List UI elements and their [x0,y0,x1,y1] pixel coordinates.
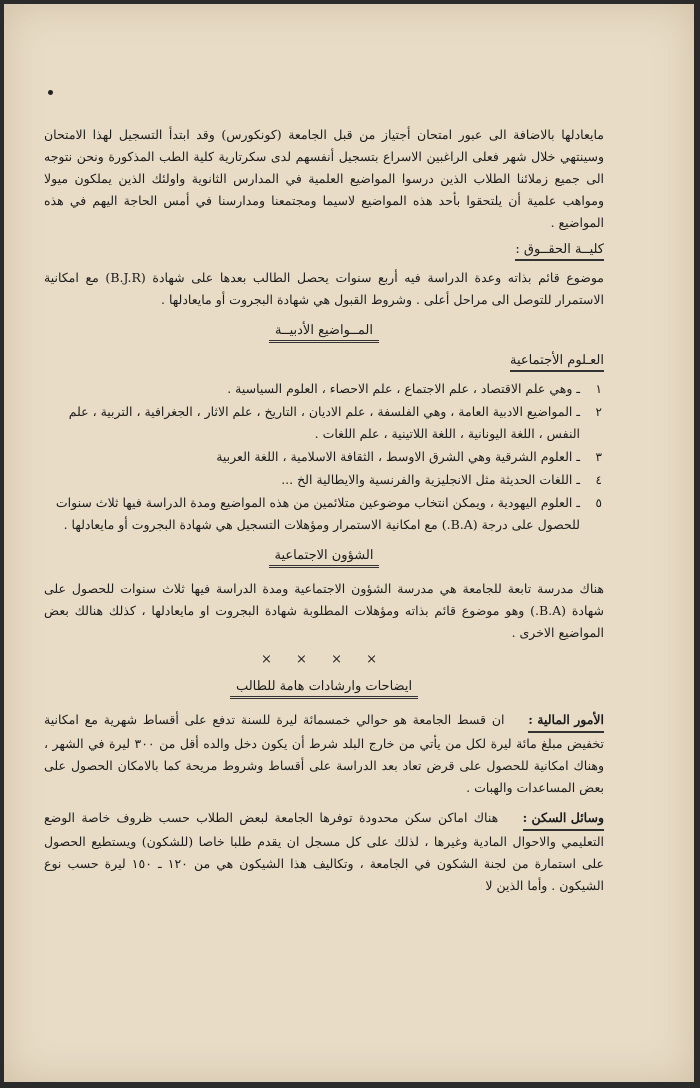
law-heading [44,242,604,261]
guidance-heading [44,679,604,699]
list-item-text: ـ العلوم الشرقية وهي الشرق الاوسط ، الثقافة الاسلامية ، اللغة العربية [216,449,580,464]
social-list [44,378,604,536]
law-title: كليــة الحقــوق : [515,242,604,261]
list-item [44,401,604,445]
literary-heading [44,323,604,343]
list-item [44,446,604,468]
document-body [44,124,604,905]
list-item [44,469,604,491]
housing-paragraph [44,807,604,897]
finance-title: الأمور المالية : [528,709,604,733]
social-title: العـلوم الأجتماعية [510,353,604,372]
list-item [44,378,604,400]
finance-text: ان قسط الجامعة هو حوالي خمسمائة ليرة للسنة تدفع على أقساط شهرية مع امكانية تخفيض مبلغ مائة ليرة لكل من يأتي من خارج البلد شرط أن يكون دخل والده أقل من ٣٠٠ ليرة في الشهر ، وهناك امكانية للحصول على قرض تعاد بعد الدراسة على أقساط وشروط مريحة كما بالامكان الحصول على بعض المساعدات والهبات . [44,712,604,795]
finance-paragraph [44,709,604,799]
list-item [44,492,604,536]
list-item-text: ـ المواضيع الادبية العامة ، وهي الفلسفة ، علم الاديان ، التاريخ ، علم الاثار ، الجغرافية ، التربية ، علم النفس ، اللغة اليونانية ، اللغة اللاتينية ، علم اللغات . [68,404,580,441]
housing-text: هناك اماكن سكن محدودة توفرها الجامعة لبعض الطلاب حسب ظروف خاصة الوضع التعليمي والاحوال المادية وغيرها ، لذلك على كل مسجل ان يقدم طلبا خاصا (للشكون) ويستطيع الحصول على استمارة من لجنة الشكون في الجامعة ، وتكاليف هذا الشيكون هي من ١٢٠ ـ ١٥٠ ليرة حسب نوع الشيكون . وأما الذين لا [44,810,604,893]
list-item-number: ٣ [595,450,602,464]
affairs-heading [44,548,604,568]
list-item-number: ٤ [595,473,602,487]
ink-dot [48,90,53,95]
social-heading [44,353,604,372]
law-paragraph: موضوع قائم بذاته وعدة الدراسة فيه أربع سنوات يحصل الطالب بعدها على شهادة (B.J.R) مع امكانية الاستمرار للتوصل الى مراحل أعلى . وشروط القبول هي شهادة البجروت أو مايعادلها . [44,270,604,307]
list-item-number: ٢ [595,405,602,419]
affairs-title: الشؤون الاجتماعية [269,548,380,568]
housing-title: وسائل السكن : [523,807,604,831]
list-item-number: ٥ [595,496,602,510]
document-page [4,4,694,1082]
affairs-paragraph: هناك مدرسة تابعة للجامعة هي مدرسة الشؤون الاجتماعية ومدة الدراسة فيها ثلاث سنوات للحصول على شهادة (B.A.) وهو موضوع قائم بذاته ومؤهلات المطلوبة شهادة البجروت او مايعادلها ، كذلك هنالك بعض المواضيع الاخرى . [44,581,604,640]
list-item-text: ـ اللغات الحديثة مثل الانجليزية والفرنسية والايطالية الخ ... [281,472,580,487]
section-separator: × × × × [261,652,387,667]
list-item-number: ١ [595,382,602,396]
literary-title: المــواضيع الأدبيــة [269,323,379,343]
intro-paragraph: مايعادلها بالاضافة الى عبور امتحان أجتياز من قبل الجامعة (كونكورس) وقد ابتدأ التسجيل لهذا الامتحان وسينتهي خلال شهر فعلى الراغبين الاسراع بتسجيل أنفسهم لدى سكرتارية كلية الطب المذكورة ونحن نتوجه الى جميع زملائنا الطلاب الذين درسوا المواضيع العلمية في المدارس الثانوية واولئك الذين يملكون ميولا ومواهب علمية أن يلتحقوا بأحد هذه المواضيع لاسيما ومجتمعنا ومدارسنا في أمس الحاجة اليهم في هذه المواضيع . [44,127,604,230]
guidance-title: ايضاحات وارشادات هامة للطالب [230,679,418,699]
list-item-text: ـ العلوم اليهودية ، ويمكن انتخاب موضوعين متلائمين من هذه المواضيع ومدة الدراسة فيها ثلاث سنوات للحصول على درجة (B.A.) مع امكانية الاستمرار ومؤهلات التسجيل هي شهادة البجروت أو مايعادلها . [55,495,580,532]
list-item-text: ـ وهي علم الاقتصاد ، علم الاجتماع ، علم الاحصاء ، العلوم السياسية . [227,381,580,396]
